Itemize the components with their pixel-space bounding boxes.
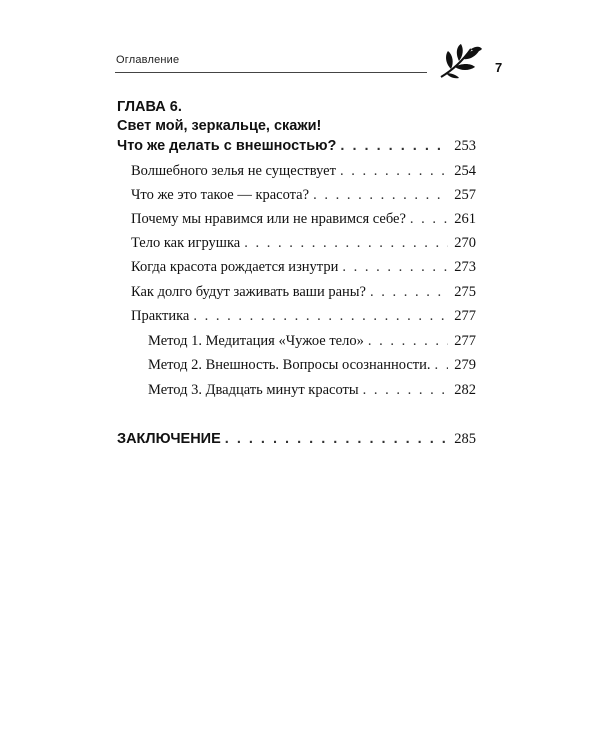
toc-entry[interactable] [131,235,476,252]
toc-method-entry[interactable] [148,357,476,374]
toc-entry-title: Метод 2. Внешность. Вопросы осознанности. [148,357,431,373]
toc-page-number: 275 [454,284,476,300]
toc-entry[interactable] [131,211,476,228]
toc-page-number: 270 [454,235,476,251]
toc-entry[interactable] [131,308,476,325]
chapter-label: ГЛАВА 6. [117,99,182,115]
toc-entry[interactable] [131,187,476,204]
toc-entry-title: Метод 3. Двадцать минут красоты [148,382,359,398]
dot-leader [340,138,448,154]
dot-leader [435,357,448,374]
toc-method-entry[interactable] [148,333,476,350]
toc-page-number: 254 [454,163,476,179]
toc-page-number: 285 [454,431,476,447]
dot-leader [244,235,448,252]
toc-page-number: 253 [454,138,476,154]
toc-entry-title: Что же это такое — красота? [131,187,310,203]
toc-page-number: 257 [454,187,476,203]
toc-entry-title: Почему мы нравимся или не нравимся себе? [131,211,406,227]
toc-page-number: 277 [454,333,476,349]
dot-leader [193,308,448,325]
dot-leader [370,284,448,301]
dot-leader [342,259,448,276]
toc-entry[interactable] [131,284,476,301]
leaf-ornament-icon [437,43,483,79]
dot-leader [410,211,448,228]
dot-leader [225,431,448,447]
toc-entry-title: ЗАКЛЮЧЕНИЕ [117,431,221,447]
header-rule [115,72,427,73]
toc-page-number: 273 [454,259,476,275]
dot-leader [313,187,448,204]
toc-entry-title: Волшебного зелья не существует [131,163,336,179]
dot-leader [368,333,448,350]
chapter-heading [117,98,477,136]
toc-entry-title: Тело как игрушка [131,235,241,251]
chapter-title-line1: Свет мой, зеркальце, скажи! [117,118,322,134]
dot-leader [340,163,448,180]
toc-chapter-title: Что же делать с внешностью? [117,138,337,154]
toc-entry-title: Метод 1. Медитация «Чужое тело» [148,333,364,349]
toc-entry-title: Как долго будут заживать ваши раны? [131,284,366,300]
toc-entry[interactable] [131,163,476,180]
running-header: Оглавление [116,54,180,66]
toc-chapter-entry[interactable] [117,138,476,155]
toc-conclusion-entry[interactable] [117,431,476,448]
toc-page-number: 277 [454,308,476,324]
toc-page-number: 282 [454,382,476,398]
toc-entry-title: Практика [131,308,190,324]
toc-method-entry[interactable] [148,382,476,399]
toc-page-number: 279 [454,357,476,373]
toc-entry[interactable] [131,259,476,276]
page-number: 7 [495,60,503,75]
toc-page-number: 261 [454,211,476,227]
dot-leader [363,382,448,399]
toc-entry-title: Когда красота рождается изнутри [131,259,339,275]
